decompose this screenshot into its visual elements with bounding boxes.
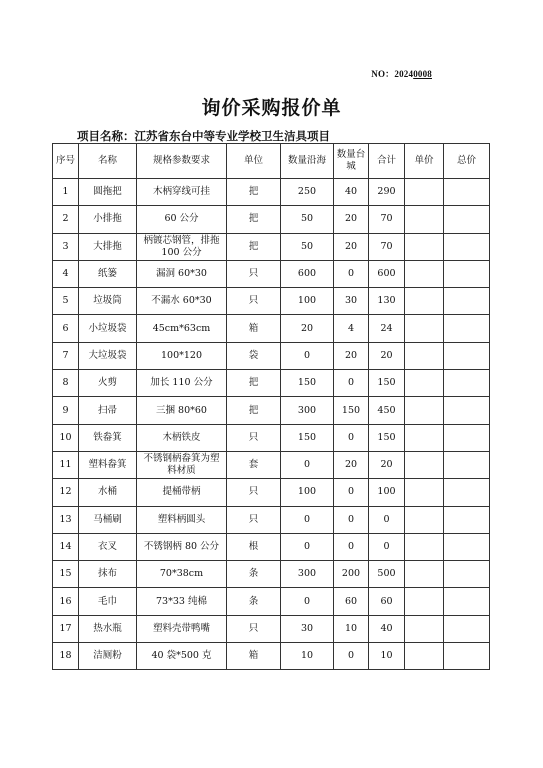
cell-spec: 40 袋*500 克 — [137, 643, 227, 670]
cell-total: 600 — [369, 260, 405, 287]
table-row — [53, 615, 490, 642]
cell-unit: 只 — [227, 260, 281, 287]
cell-unit: 箱 — [227, 643, 281, 670]
cell-unit: 把 — [227, 233, 281, 260]
cell-qty-coastal: 300 — [281, 397, 334, 424]
table-row — [53, 561, 490, 588]
cell-spec: 45cm*63cm — [137, 315, 227, 342]
cell-qty-coastal: 0 — [281, 342, 334, 369]
table-row — [53, 233, 490, 260]
cell-spec: 提桶带柄 — [137, 479, 227, 506]
cell-spec: 木柄铁皮 — [137, 424, 227, 451]
cell-name: 纸篓 — [79, 260, 137, 287]
cell-unit-price — [405, 315, 444, 342]
cell-amount — [444, 506, 490, 533]
cell-name: 大垃圾袋 — [79, 342, 137, 369]
cell-qty-coastal: 0 — [281, 588, 334, 615]
table-row — [53, 588, 490, 615]
cell-qty-coastal: 150 — [281, 424, 334, 451]
cell-name: 热水瓶 — [79, 615, 137, 642]
table-row — [53, 179, 490, 206]
cell-total: 24 — [369, 315, 405, 342]
cell-index: 6 — [53, 315, 79, 342]
cell-unit: 袋 — [227, 342, 281, 369]
cell-index: 7 — [53, 342, 79, 369]
cell-total: 70 — [369, 233, 405, 260]
cell-unit-price — [405, 424, 444, 451]
cell-spec: 60 公分 — [137, 206, 227, 233]
cell-spec: 加长 110 公分 — [137, 370, 227, 397]
cell-qty-taicheng: 0 — [334, 260, 369, 287]
cell-unit-price — [405, 588, 444, 615]
cell-qty-coastal: 150 — [281, 370, 334, 397]
cell-index: 8 — [53, 370, 79, 397]
cell-amount — [444, 561, 490, 588]
cell-name: 衣叉 — [79, 533, 137, 560]
cell-total: 60 — [369, 588, 405, 615]
cell-name: 火剪 — [79, 370, 137, 397]
cell-spec: 不锈钢柄 80 公分 — [137, 533, 227, 560]
cell-amount — [444, 370, 490, 397]
cell-unit-price — [405, 370, 444, 397]
cell-index: 3 — [53, 233, 79, 260]
cell-index: 10 — [53, 424, 79, 451]
cell-name: 抹布 — [79, 561, 137, 588]
cell-amount — [444, 588, 490, 615]
cell-qty-taicheng: 0 — [334, 370, 369, 397]
cell-index: 2 — [53, 206, 79, 233]
cell-amount — [444, 397, 490, 424]
table-row — [53, 288, 490, 315]
page-title: 询价采购报价单 — [201, 97, 342, 119]
cell-qty-coastal: 0 — [281, 451, 334, 478]
cell-unit: 套 — [227, 451, 281, 478]
cell-qty-taicheng: 30 — [334, 288, 369, 315]
document-number — [371, 67, 432, 80]
cell-total: 150 — [369, 424, 405, 451]
cell-amount — [444, 260, 490, 287]
cell-name: 大排拖 — [79, 233, 137, 260]
cell-qty-taicheng: 10 — [334, 615, 369, 642]
project-name: 项目名称：江苏省东台中等专业学校卫生洁具项目 — [77, 129, 330, 143]
header-index: 序号 — [53, 144, 79, 179]
cell-unit: 把 — [227, 179, 281, 206]
cell-unit: 条 — [227, 561, 281, 588]
cell-qty-coastal: 250 — [281, 179, 334, 206]
cell-spec: 不漏水 60*30 — [137, 288, 227, 315]
cell-amount — [444, 451, 490, 478]
cell-spec: 漏洞 60*30 — [137, 260, 227, 287]
cell-spec: 塑料壳带鸭嘴 — [137, 615, 227, 642]
cell-total: 150 — [369, 370, 405, 397]
cell-name: 扫帚 — [79, 397, 137, 424]
cell-total: 500 — [369, 561, 405, 588]
cell-total: 70 — [369, 206, 405, 233]
cell-name: 毛巾 — [79, 588, 137, 615]
cell-index: 1 — [53, 179, 79, 206]
cell-unit: 把 — [227, 370, 281, 397]
cell-qty-taicheng: 0 — [334, 479, 369, 506]
cell-qty-coastal: 600 — [281, 260, 334, 287]
cell-amount — [444, 206, 490, 233]
table-row — [53, 479, 490, 506]
cell-index: 18 — [53, 643, 79, 670]
cell-name: 小垃圾袋 — [79, 315, 137, 342]
cell-unit: 把 — [227, 206, 281, 233]
cell-qty-taicheng: 0 — [334, 533, 369, 560]
cell-amount — [444, 288, 490, 315]
table-row — [53, 370, 490, 397]
cell-unit: 把 — [227, 397, 281, 424]
cell-index: 13 — [53, 506, 79, 533]
cell-unit-price — [405, 615, 444, 642]
document-number-suffix: 0008 — [413, 69, 432, 79]
header-total: 合计 — [369, 144, 405, 179]
cell-amount — [444, 342, 490, 369]
cell-qty-taicheng: 20 — [334, 451, 369, 478]
cell-unit: 根 — [227, 533, 281, 560]
cell-total: 450 — [369, 397, 405, 424]
cell-qty-taicheng: 0 — [334, 643, 369, 670]
cell-spec: 不锈钢柄畚箕为塑料材质 — [137, 451, 227, 478]
cell-spec: 100*120 — [137, 342, 227, 369]
table-row — [53, 397, 490, 424]
cell-amount — [444, 233, 490, 260]
cell-amount — [444, 479, 490, 506]
cell-unit: 箱 — [227, 315, 281, 342]
table-row — [53, 260, 490, 287]
cell-name: 马桶刷 — [79, 506, 137, 533]
cell-unit: 只 — [227, 479, 281, 506]
cell-qty-coastal: 0 — [281, 533, 334, 560]
cell-amount — [444, 424, 490, 451]
cell-amount — [444, 315, 490, 342]
cell-unit-price — [405, 506, 444, 533]
cell-qty-coastal: 50 — [281, 206, 334, 233]
cell-name: 圆拖把 — [79, 179, 137, 206]
cell-qty-taicheng: 20 — [334, 342, 369, 369]
cell-index: 11 — [53, 451, 79, 478]
cell-qty-taicheng: 150 — [334, 397, 369, 424]
cell-qty-taicheng: 60 — [334, 588, 369, 615]
cell-spec: 塑料柄圆头 — [137, 506, 227, 533]
cell-spec: 70*38cm — [137, 561, 227, 588]
cell-unit: 只 — [227, 424, 281, 451]
cell-total: 130 — [369, 288, 405, 315]
header-unit: 单位 — [227, 144, 281, 179]
cell-total: 100 — [369, 479, 405, 506]
cell-qty-taicheng: 200 — [334, 561, 369, 588]
table-row — [53, 424, 490, 451]
cell-total: 20 — [369, 342, 405, 369]
cell-unit-price — [405, 206, 444, 233]
cell-amount — [444, 533, 490, 560]
cell-name: 小排拖 — [79, 206, 137, 233]
cell-unit-price — [405, 260, 444, 287]
cell-unit-price — [405, 179, 444, 206]
cell-unit-price — [405, 643, 444, 670]
header-spec: 规格参数要求 — [137, 144, 227, 179]
cell-amount — [444, 179, 490, 206]
cell-unit-price — [405, 233, 444, 260]
cell-spec: 木柄穿线可挂 — [137, 179, 227, 206]
cell-spec: 73*33 纯棉 — [137, 588, 227, 615]
table-row — [53, 643, 490, 670]
table-row — [53, 206, 490, 233]
cell-qty-taicheng: 0 — [334, 506, 369, 533]
cell-qty-taicheng: 20 — [334, 206, 369, 233]
cell-index: 15 — [53, 561, 79, 588]
cell-qty-coastal: 20 — [281, 315, 334, 342]
cell-unit-price — [405, 342, 444, 369]
cell-qty-taicheng: 20 — [334, 233, 369, 260]
cell-total: 290 — [369, 179, 405, 206]
cell-spec: 三捆 80*60 — [137, 397, 227, 424]
cell-qty-coastal: 50 — [281, 233, 334, 260]
cell-qty-taicheng: 0 — [334, 424, 369, 451]
table-row — [53, 506, 490, 533]
cell-total: 20 — [369, 451, 405, 478]
cell-amount — [444, 643, 490, 670]
cell-index: 17 — [53, 615, 79, 642]
cell-spec: 柄镀芯钢管，排拖 100 公分 — [137, 233, 227, 260]
cell-qty-coastal: 100 — [281, 288, 334, 315]
document-number-prefix: NO：2024 — [371, 69, 414, 79]
cell-qty-coastal: 0 — [281, 506, 334, 533]
cell-total: 10 — [369, 643, 405, 670]
cell-qty-coastal: 100 — [281, 479, 334, 506]
cell-unit-price — [405, 479, 444, 506]
table-row — [53, 451, 490, 478]
quotation-table — [52, 143, 490, 670]
cell-qty-coastal: 10 — [281, 643, 334, 670]
cell-qty-taicheng: 40 — [334, 179, 369, 206]
cell-unit-price — [405, 533, 444, 560]
cell-name: 水桶 — [79, 479, 137, 506]
cell-name: 塑料畚箕 — [79, 451, 137, 478]
header-unit-price: 单价 — [405, 144, 444, 179]
cell-qty-coastal: 30 — [281, 615, 334, 642]
cell-unit: 只 — [227, 288, 281, 315]
cell-name: 垃圾筒 — [79, 288, 137, 315]
cell-unit-price — [405, 451, 444, 478]
cell-unit-price — [405, 397, 444, 424]
cell-unit: 只 — [227, 506, 281, 533]
cell-name: 洁厕粉 — [79, 643, 137, 670]
header-qty-taicheng: 数量台城 — [334, 144, 369, 179]
table-row — [53, 342, 490, 369]
header-amount: 总价 — [444, 144, 490, 179]
cell-qty-taicheng: 4 — [334, 315, 369, 342]
table-row — [53, 533, 490, 560]
table-row — [53, 315, 490, 342]
cell-total: 0 — [369, 506, 405, 533]
cell-index: 5 — [53, 288, 79, 315]
cell-total: 40 — [369, 615, 405, 642]
cell-total: 0 — [369, 533, 405, 560]
cell-index: 16 — [53, 588, 79, 615]
cell-index: 9 — [53, 397, 79, 424]
cell-index: 4 — [53, 260, 79, 287]
cell-qty-coastal: 300 — [281, 561, 334, 588]
cell-unit: 只 — [227, 615, 281, 642]
cell-unit: 条 — [227, 588, 281, 615]
header-qty-coastal: 数量沿海 — [281, 144, 334, 179]
cell-index: 14 — [53, 533, 79, 560]
table-header-row — [53, 144, 490, 179]
cell-unit-price — [405, 561, 444, 588]
cell-name: 铁畚箕 — [79, 424, 137, 451]
cell-unit-price — [405, 288, 444, 315]
cell-index: 12 — [53, 479, 79, 506]
header-name: 名称 — [79, 144, 137, 179]
cell-amount — [444, 615, 490, 642]
